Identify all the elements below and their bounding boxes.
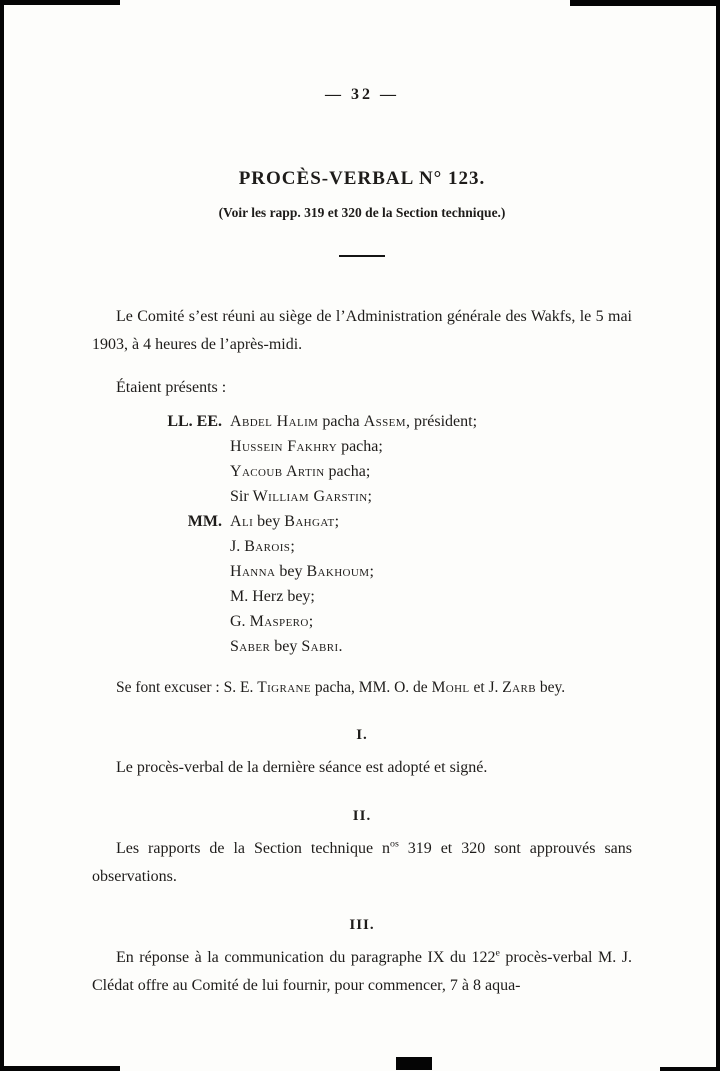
- name-smallcaps: William Garstin: [252, 488, 368, 505]
- presents-label: Étaient présents :: [116, 379, 227, 396]
- sections-container: [92, 727, 632, 1000]
- text-run: G.: [230, 613, 250, 630]
- attendee-prefix: [92, 609, 230, 634]
- attendee-row: [92, 459, 632, 484]
- text-run: 319 et 320 sont approuvés sans observations.: [92, 840, 633, 885]
- section-paragraph: [92, 754, 632, 782]
- text-run: .: [338, 638, 343, 655]
- attendee-name: [230, 584, 315, 609]
- text-run: procès-verbal M. J. Clédat offre au Comité de lui fournir, pour commencer, 7 à 8 aqua-: [92, 949, 633, 994]
- attendee-name: [230, 559, 374, 584]
- text-run: pacha, MM. O. de: [311, 679, 432, 696]
- attendee-row: [92, 584, 632, 609]
- attendee-prefix: LL. EE.: [167, 413, 222, 430]
- text-run: pacha: [318, 413, 364, 430]
- section-numeral: III.: [349, 917, 375, 933]
- attendee-prefix: [92, 434, 230, 459]
- attendee-row: [92, 509, 632, 534]
- attendee-name: [230, 409, 477, 434]
- name-smallcaps: Hussein Fakhry: [230, 438, 338, 455]
- name-smallcaps: Tigrane: [257, 679, 312, 696]
- name-smallcaps: Sabri: [301, 638, 339, 655]
- text-run: Les rapports de la Section technique n: [116, 840, 391, 857]
- text-run: , président;: [405, 413, 478, 430]
- name-smallcaps: Assem: [363, 413, 406, 430]
- name-smallcaps: Saber: [230, 638, 271, 655]
- divider-rule: [339, 255, 385, 257]
- attendee-row: [92, 534, 632, 559]
- page-number: — 32 —: [325, 86, 399, 103]
- text-run: bey.: [535, 679, 566, 696]
- text-run: Se font excuser : S. E.: [116, 679, 258, 696]
- attendee-row: [92, 559, 632, 584]
- text-run: et J.: [469, 679, 503, 696]
- attendee-name: [230, 459, 370, 484]
- name-smallcaps: Bahgat: [284, 513, 335, 530]
- attendee-name: [230, 634, 343, 659]
- section-numeral: II.: [352, 808, 372, 824]
- name-smallcaps: Barois: [244, 538, 291, 555]
- attendee-row: [92, 609, 632, 634]
- section-numeral: I.: [356, 727, 368, 743]
- text-run: bey: [253, 513, 285, 530]
- page-content: [92, 0, 632, 1000]
- subtitle: (Voir les rapp. 319 et 320 de la Section technique.): [218, 205, 506, 220]
- superscript-run: os: [390, 838, 399, 850]
- text-run: ;: [369, 563, 374, 580]
- name-smallcaps: Mohl: [431, 679, 470, 696]
- text-run: Le procès-verbal de la dernière séance est adopté et signé.: [116, 759, 488, 776]
- name-smallcaps: Zarb: [502, 679, 536, 696]
- name-smallcaps: Hanna: [230, 563, 276, 580]
- name-smallcaps: Bakhoum: [306, 563, 370, 580]
- text-run: bey: [270, 638, 302, 655]
- name-smallcaps: Ali: [230, 513, 254, 530]
- attendee-row: [92, 434, 632, 459]
- text-run: bey: [275, 563, 307, 580]
- scan-artifact-bottom-left: [0, 1066, 120, 1071]
- attendee-prefix: [92, 634, 230, 659]
- attendee-name: [230, 484, 372, 509]
- attendee-prefix: [92, 459, 230, 484]
- text-run: Sir: [230, 488, 253, 505]
- superscript-run: e: [495, 947, 500, 959]
- section-paragraph: [92, 835, 632, 891]
- name-smallcaps: Yacoub Artin: [230, 463, 325, 480]
- attendee-name: [230, 434, 383, 459]
- text-run: pacha;: [337, 438, 383, 455]
- attendees-list: [92, 409, 632, 659]
- text-run: pacha;: [324, 463, 371, 480]
- name-smallcaps: Maspero: [249, 613, 309, 630]
- text-run: J.: [230, 538, 245, 555]
- section-paragraph: [92, 944, 632, 1000]
- text-run: ;: [367, 488, 372, 505]
- scan-artifact-bottom-mark: [396, 1057, 432, 1070]
- intro-paragraph: Le Comité s’est réuni au siège de l’Administration générale des Wakfs, le 5 mai 1903, à 4 heures de l’après-midi.: [92, 308, 632, 353]
- attendee-row: [92, 634, 632, 659]
- scan-artifact-right-edge: [716, 0, 720, 1071]
- text-run: M. Herz bey;: [230, 588, 315, 605]
- excuses-line: [92, 675, 632, 701]
- attendee-name: [230, 534, 295, 559]
- scan-artifact-bottom-right: [660, 1067, 720, 1071]
- attendee-prefix: [92, 484, 230, 509]
- attendee-prefix: MM.: [187, 513, 222, 530]
- attendee-name: [230, 609, 313, 634]
- attendee-prefix: [92, 534, 230, 559]
- text-run: En réponse à la communication du paragraphe IX du 122: [116, 949, 496, 966]
- attendee-prefix: [92, 559, 230, 584]
- text-run: ;: [308, 613, 314, 630]
- scan-artifact-left-edge: [0, 0, 4, 1071]
- attendee-name: [230, 509, 339, 534]
- name-smallcaps: Abdel Halim: [230, 413, 319, 430]
- page-title: PROCÈS-VERBAL N° 123.: [238, 168, 486, 189]
- attendee-row: [92, 409, 632, 434]
- text-run: ;: [290, 538, 295, 555]
- text-run: ;: [334, 513, 340, 530]
- attendee-prefix: [92, 584, 230, 609]
- attendee-row: [92, 484, 632, 509]
